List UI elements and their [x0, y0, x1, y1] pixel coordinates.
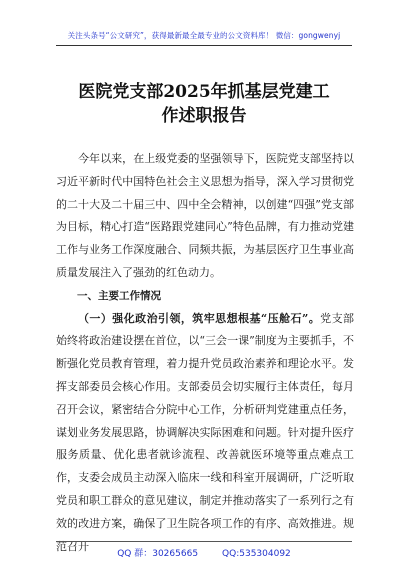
subsection-body: 党支部始终将政治建设摆在首位，以“三会一课”制度为主要抓手，不断强化党员教育管理，着力提升党员政治素养和理论水平。发挥支部委员会核心作用。支部委员会切实履行主体责任，每月召开会议，紧密结合分院中心工作，分析研判党建重点任务，谋划业务发展思路，协调解决实际困难和问题。针对提升医疗服务质量、优化患者就诊流程、改善就医环境等重点难点工作，支委会成员主动深入临床一线和科室开展调研，广泛听取党员和职工群众的意见建议，制定并推动落实了一系列行之有效的改进方案，确保了卫生院各项工作的有序、高效推进。规范召开	[56, 311, 355, 553]
footer-divider	[56, 541, 352, 542]
header-divider	[56, 45, 352, 46]
footer-contact	[0, 546, 408, 559]
intro-paragraph: 今年以来，在上级党委的坚强领导下，医院党支部坚持以习近平新时代中国特色社会主义思想为指导，深入学习贯彻党的二十大及二十届三中、四中全会精神，以创建“四强”党支部为目标，精心打造“医路跟党建同心”特色品牌，有力推动党建工作与业务工作深度融合、同频共振，为基层医疗卫生事业高质量发展注入了强劲的红色动力。	[56, 152, 354, 279]
document-body	[56, 148, 354, 558]
header-promo-note: 关注头条号“公文研究”，获得最新最全最专业的公文资料库！ 微信：gongwenyj	[67, 31, 341, 40]
footer-qq-group: QQ 群：30265665	[117, 549, 199, 559]
document-title: 医院党支部2025年抓基层党建工作述职报告	[78, 82, 330, 126]
section-heading: 一、主要工作情况	[77, 289, 161, 302]
footer-qq: QQ:535304092	[222, 549, 291, 559]
subsection-heading: （一）强化政治引领，筑牢思想根基“压舱石”。	[78, 311, 321, 325]
subsection-paragraph	[56, 308, 354, 559]
